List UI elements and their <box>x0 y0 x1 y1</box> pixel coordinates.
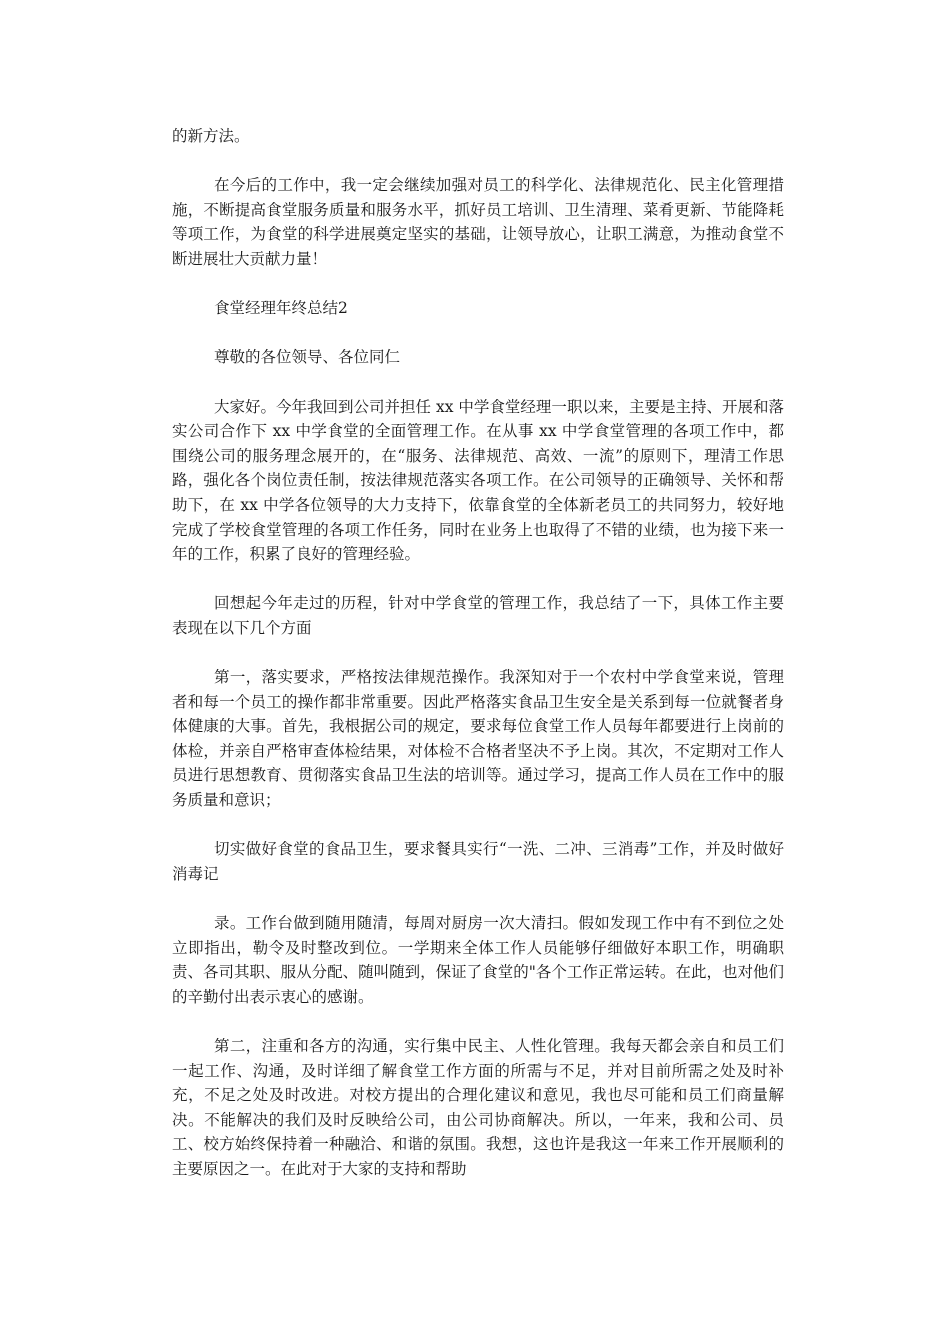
section-title: 食堂经理年终总结2 <box>214 299 348 318</box>
paragraph-food-hygiene: 切实做好食堂的食品卫生，要求餐具实行“一洗、二冲、三消毒”工作，并及时做好消毒记 <box>172 840 784 883</box>
paragraph-second-point: 第二，注重和各方的沟通，实行集中民主、人性化管理。我每天都会亲自和员工们一起工作、沟通，及时详细了解食堂工作方面的所需与不足，并对目前所需之处及时补充，不足之处及时改进。对校方提出的合理化建议和意见，我也尽可能和员工们商量解决。不能解决的我们及时反映给公司，由公司协商解决。所以，一年来，我和公司、员工、校方始终保持着一种融洽、和谐的氛围。我想，这也许是我这一年来工作开展顺利的主要原因之一。在此对于大家的支持和帮助 <box>172 1036 784 1178</box>
paragraph-first-point: 第一，落实要求，严格按法律规范操作。我深知对于一个农村中学食堂来说，管理者和每一个员工的操作都非常重要。因此严格落实食品卫生安全是关系到每一位就餐者身体健康的大事。首先，我根据公司的规定，要求每位食堂工作人员每年都要进行上岗前的体检，并亲自严格审查体检结果，对体检不合格者坚决不予上岗。其次，不定期对工作人员进行思想教育、贯彻落实食品卫生法的培训等。通过学习，提高工作人员在工作中的服务质量和意识； <box>172 668 784 810</box>
paragraph-future-work: 在今后的工作中，我一定会继续加强对员工的科学化、法律规范化、民主化管理措施，不断提高食堂服务质量和服务水平，抓好员工培训、卫生清理、菜肴更新、节能降耗等项工作，为食堂的科学进展奠定坚实的基础，让领导放心，让职工满意，为推动食堂不断进展壮大贡献力量！ <box>172 176 784 268</box>
document-page <box>172 124 784 1182</box>
salutation: 尊敬的各位领导、各位同仁 <box>214 348 401 367</box>
paragraph-records: 录。工作台做到随用随清，每周对厨房一次大清扫。假如发现工作中有不到位之处立即指出，勒令及时整改到位。一学期来全体工作人员能够仔细做好本职工作，明确职责、各司其职、服从分配、随叫随到，保证了食堂的"各个工作正常运转。在此，也对他们的辛勤付出表示衷心的感谢。 <box>172 914 784 1006</box>
paragraph-introduction: 大家好。今年我回到公司并担任 xx 中学食堂经理一职以来，主要是主持、开展和落实公司合作下 xx 中学食堂的全面管理工作。在从事 xx 中学食堂管理的各项工作中，都围绕公司的服务理念展开的，在“服务、法律规范、高效、一流”的原则下，理清工作思路，强化各个岗位责任制，按法律规范落实各项工作。在公司领导的正确领导、关怀和帮助下，在 xx 中学各位领导的大力支持下，依靠食堂的全体新老员工的共同努力，较好地完成了学校食堂管理的各项工作任务，同时在业务上也取得了不错的业绩，也为接下来一年的工作，积累了良好的管理经验。 <box>172 397 784 564</box>
paragraph-review: 回想起今年走过的历程，针对中学食堂的管理工作，我总结了一下，具体工作主要表现在以下几个方面 <box>172 594 784 637</box>
paragraph-continuation: 的新方法。 <box>172 127 250 145</box>
